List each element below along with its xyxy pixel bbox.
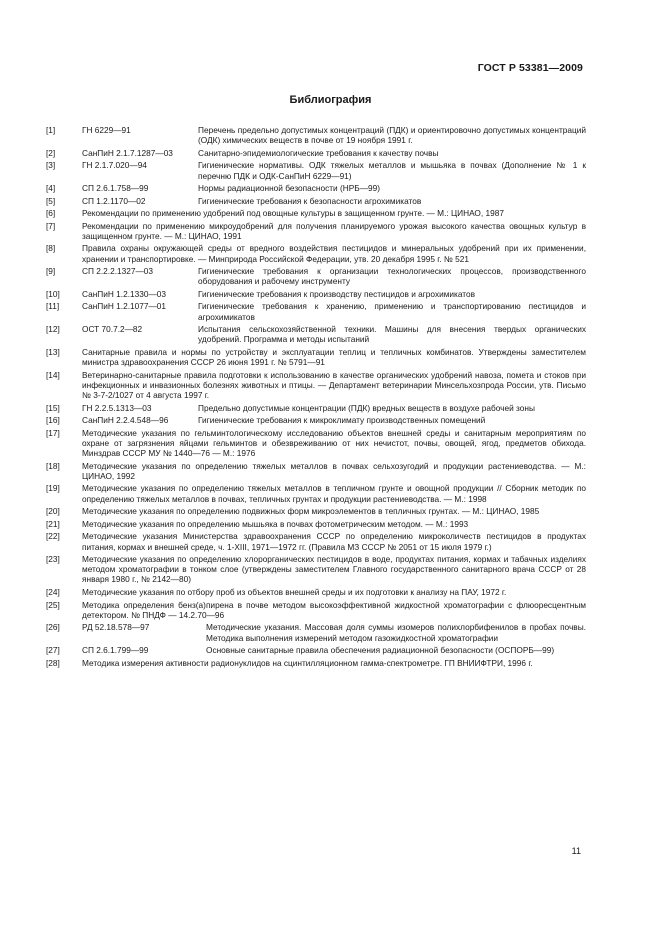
entry-number: [20] (46, 506, 60, 517)
entry-description: Рекомендации по применению удобрений под овощные культуры в защищенном грунте. — М.: ЦИНАО, 1987 (82, 208, 504, 219)
bibliography-entry (46, 622, 586, 642)
bibliography-entry (46, 600, 586, 620)
entry-description: Методические указания по гельминтологическому исследованию объектов внешней среды и санитарным мероприятиям по охране от загрязнения яйцами гельминтов и обезвреживанию от них нечистот, почвы, овощей, ягод, предметов обихода. Минздрав СССР МУ № 1440—76 — М.: 1976 (82, 427, 586, 459)
entry-number: [6] (46, 208, 56, 219)
entry-description: Рекомендации по применению микроудобрений для получения планируемого урожая высокого качества овощных культур в защищенном грунте. — М.: ЦИНАО, 1991 (82, 220, 586, 241)
entry-description: Методические указания по определению хлорорганических пестицидов в воде, продуктах питания, кормах и табачных изделиях методом хроматографии в тонком слое (утверждены заместителем Главного государственного санитарного врача СССР от 28 января 1980 г., № 2142—80) (82, 554, 586, 585)
entry-number: [12] (46, 324, 60, 335)
bibliography-entry (46, 428, 586, 459)
bibliography-entry (46, 221, 586, 241)
bibliography-entry (46, 324, 586, 344)
entry-description: Основные санитарные правила обеспечения радиационной безопасности (ОСПОРБ—99) (206, 645, 555, 656)
bibliography-entry (46, 658, 586, 668)
entry-number: [18] (46, 460, 60, 471)
bibliography-entry (46, 347, 586, 367)
bibliography-entry (46, 301, 586, 321)
entry-number: [8] (46, 243, 56, 254)
entry-code: ОСТ 70.7.2—82 (82, 324, 143, 335)
page-number: 11 (571, 846, 581, 856)
bibliography-entry (46, 125, 586, 145)
entry-code: СанПиН 1.2.1330—03 (82, 288, 166, 299)
entry-code: СП 1.2.1170—02 (82, 195, 146, 206)
entry-number: [28] (46, 657, 60, 668)
entry-number: [1] (46, 125, 56, 135)
entry-description: Гигиенические требования к производству пестицидов и агрохимикатов (198, 288, 476, 299)
entry-description: Методика измерения активности радионуклидов на сцинтилляционном гамма-спектрометре. ГП ВНИИФТРИ, 1996 г. (82, 657, 533, 668)
entry-number: [13] (46, 346, 60, 357)
bibliography-entry (46, 645, 586, 655)
entry-code: СП 2.2.2.1327—03 (82, 266, 154, 277)
entry-description: Гигиенические нормативы. ОДК тяжелых металлов и мышьяка в почвах (Дополнение № 1 к перечню ПДК и ОДК-СанПиН 6229—91) (198, 160, 586, 181)
bibliography-entry (46, 183, 586, 193)
entry-code: СанПиН 2.1.7.1287—03 (82, 147, 173, 158)
bibliography-entry (46, 370, 586, 401)
entry-description: Методические указания по определению тяжелых металлов в почвах сельхозугодий и продукции растениеводства. — М.: ЦИНАО, 1992 (82, 460, 586, 481)
page-title: Библиография (289, 94, 372, 106)
entry-description: Санитарно-эпидемиологические требования к качеству почвы (198, 147, 439, 158)
bibliography-entry (46, 483, 586, 503)
entry-description: Методические указания по определению мышьяка в почвах фотометрическим методом. — М.: 1993 (82, 518, 469, 529)
entry-number: [26] (46, 622, 60, 633)
entry-description: Гигиенические требования к микроклимату производственных помещений (198, 415, 486, 426)
entry-number: [17] (46, 427, 60, 438)
bibliography-entry (46, 148, 586, 158)
bibliography-entry (46, 415, 586, 425)
entry-number: [11] (46, 301, 60, 312)
entry-description: Правила охраны окружающей среды от вредного воздействия пестицидов и минеральных удобрений при их применении, хранении и транспортировке. — Минприрода Российской Федерации, утв. 20 декабря 1995 г. № 521 (82, 243, 586, 264)
entry-code: СП 2.6.1.758—99 (82, 183, 149, 194)
entry-number: [22] (46, 531, 60, 542)
entry-description: Санитарные правила и нормы по устройству и эксплуатации теплиц и тепличных комбинатов. Утверждены заместителем министра здравоохранения СССР 26 июня 1991 г. № 5791—91 (82, 346, 586, 368)
entry-description: Гигиенические требования к хранению, применению и транспортированию пестицидов и агрохимикатов (198, 301, 586, 322)
bibliography-entry (46, 243, 586, 263)
entry-description: Методические указания по определению подвижных форм микроэлементов в тепличных грунтах. — М.: ЦИНАО, 1985 (82, 506, 540, 517)
entry-code: СанПиН 2.2.4.548—96 (82, 415, 169, 426)
bibliography-entry (46, 461, 586, 481)
entry-code: ГН 2.2.5.1313—03 (82, 402, 152, 413)
bibliography-entry (46, 208, 586, 218)
entry-number: [25] (46, 599, 60, 610)
entry-description: Испытания сельскохозяйственной техники. Машины для внесения твердых органических удобрений. Программа и методы испытаний (198, 324, 586, 345)
entry-number: [23] (46, 554, 60, 565)
entry-description: Методические указания. Массовая доля суммы изомеров полихлорбифенилов в пробах почвы. Методика выполнения измерений методом газожидкостной хроматографии (206, 622, 586, 643)
entry-description: Методические указания Министерства здравоохранения СССР по определению микроколичеств пестицидов в продуктах питания, кормах и внешней среде, ч. 1-XIII, 1971—1972 гг. (Правила МЗ СССР № 2051 от 15 июля 1979 г.) (82, 531, 586, 552)
entry-description: Методика определения бенз(а)пирена в почве методом высокоэффективной жидкостной хроматографии с флюоресцентным детектором. № ПНДФ — 14.2.70—96 (82, 599, 586, 620)
entry-description: Гигиенические требования к безопасности агрохимикатов (198, 195, 422, 206)
entry-code: РД 52.18.578—97 (82, 622, 150, 633)
entry-number: [3] (46, 160, 56, 171)
bibliography-entry (46, 196, 586, 206)
entry-number: [24] (46, 587, 60, 598)
entry-description: Перечень предельно допустимых концентраций (ПДК) и ориентировочно допустимых концентраций (ОДК) химических веществ в почве от 19 ноября 1991 г. (198, 125, 586, 146)
bibliography-entry (46, 266, 586, 286)
bibliography-entry (46, 531, 586, 551)
entry-description: Гигиенические требования к организации технологических процессов, производственного оборудования и рабочему инструменту (198, 266, 586, 287)
entry-number: [15] (46, 402, 60, 413)
entry-number: [16] (46, 415, 60, 426)
entry-number: [5] (46, 195, 56, 206)
bibliography-entry (46, 519, 586, 529)
bibliography-entry (46, 587, 586, 597)
entry-code: СанПиН 1.2.1077—01 (82, 301, 166, 312)
entry-description: Ветеринарно-санитарные правила подготовки к использованию в качестве органических удобрений навоза, помета и стоков при инфекционных и инвазионных болезнях животных и птицы. — Департамент ветеринарии Минсельхозпрода России, утв. Письмо № 3-7-2/1027 от 4 августа 1997 г. (82, 369, 586, 401)
entry-description: Предельно допустимые концентрации (ПДК) вредных веществ в воздухе рабочей зоны (198, 402, 535, 413)
bibliography-entry (46, 554, 586, 585)
entry-code: СП 2.6.1.799—99 (82, 645, 149, 656)
standard-header: ГОСТ Р 53381—2009 (477, 62, 583, 74)
entry-number: [7] (46, 220, 56, 231)
entry-description: Методические указания по определению тяжелых металлов в тепличном грунте и овощной продукции // Сборник методик по определению тяжелых металлов в почвах, тепличных грунтах и продукции растениеводства. — М.: 1998 (82, 483, 586, 504)
entry-number: [19] (46, 483, 60, 494)
entry-number: [9] (46, 266, 56, 277)
entry-code: ГН 6229—91 (82, 125, 131, 135)
entry-number: [10] (46, 288, 60, 299)
entry-number: [4] (46, 183, 56, 194)
entry-description: Нормы радиационной безопасности (НРБ—99) (198, 183, 381, 194)
entry-description: Методические указания по отбору проб из объектов внешней среды и их подготовки к анализу на ПАУ, 1972 г. (82, 587, 507, 598)
bibliography-entry (46, 506, 586, 516)
entry-number: [27] (46, 645, 60, 656)
entry-number: [2] (46, 147, 56, 158)
entry-code: ГН 2.1.7.020—94 (82, 160, 147, 171)
bibliography-entry (46, 403, 586, 413)
bibliography-list (46, 125, 586, 670)
bibliography-entry (46, 289, 586, 299)
bibliography-entry (46, 160, 586, 180)
entry-number: [14] (46, 369, 60, 380)
entry-number: [21] (46, 518, 60, 529)
